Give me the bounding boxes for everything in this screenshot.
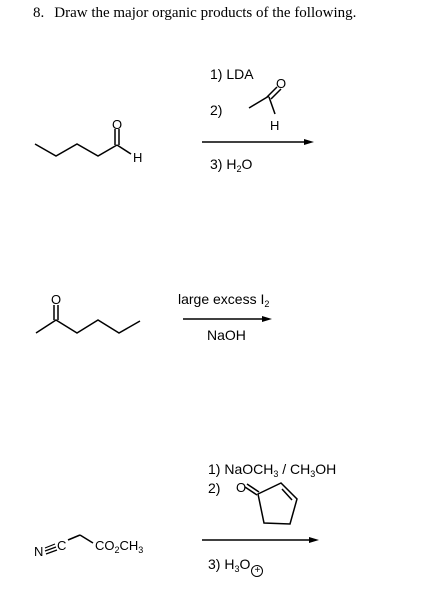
- nitrile-carbon: C: [57, 538, 67, 553]
- acetaldehyde-ch3-bond: [249, 96, 269, 108]
- reaction3-step3: 3) $H_3O$ +: [208, 557, 263, 577]
- cyclopentenone-ring: [258, 483, 297, 524]
- cyanoacetate-c-ch2-bond: [68, 535, 80, 540]
- reaction2-arrow-head: [262, 316, 272, 322]
- hexanone-oxygen: O: [51, 292, 62, 307]
- reaction1-step2-label: 2): [210, 102, 223, 118]
- acetaldehyde-oxygen: O: [276, 76, 287, 91]
- acetaldehyde-hydrogen: H: [270, 118, 280, 133]
- question-text: Draw the major organic products of the following.: [54, 5, 357, 21]
- cyclopentenone-oxygen: O: [236, 480, 247, 495]
- butanal-ch-bond: [117, 145, 131, 154]
- question-number: 8.: [33, 5, 45, 21]
- acetaldehyde-ch-bond: [269, 97, 275, 114]
- hexanone-chain: [36, 320, 140, 333]
- reaction2-reagent: large excess $I_2$: [178, 291, 270, 309]
- butanal-chain: [35, 144, 117, 156]
- reaction1-step1: 1) LDA: [210, 66, 254, 82]
- cyanoacetate-ch2-ester-bond: [80, 535, 93, 543]
- reaction1-step3: 3) $H_2O$: [210, 156, 253, 174]
- positive-charge-icon: +: [251, 565, 263, 577]
- nitrile-nitrogen: N: [34, 544, 44, 559]
- butanal-oxygen: O: [112, 117, 123, 132]
- reaction3-step2-label: 2): [208, 480, 221, 496]
- methyl-ester-group: $CO_2CH_3$: [95, 538, 144, 555]
- reaction2-base: NaOH: [207, 327, 246, 343]
- cyclopentenone-co-bond-a: [245, 487, 257, 495]
- butanal-hydrogen: H: [133, 150, 143, 165]
- reaction3-arrow-head: [309, 537, 319, 543]
- cyclopentenone-co-bond-b: [247, 484, 259, 492]
- reaction3-step1: 1) NaOCH$_3$ / $CH_3OH$: [208, 461, 337, 479]
- cyclopentenone-double-bond: [282, 489, 292, 500]
- reaction1-arrow-head: [304, 139, 314, 145]
